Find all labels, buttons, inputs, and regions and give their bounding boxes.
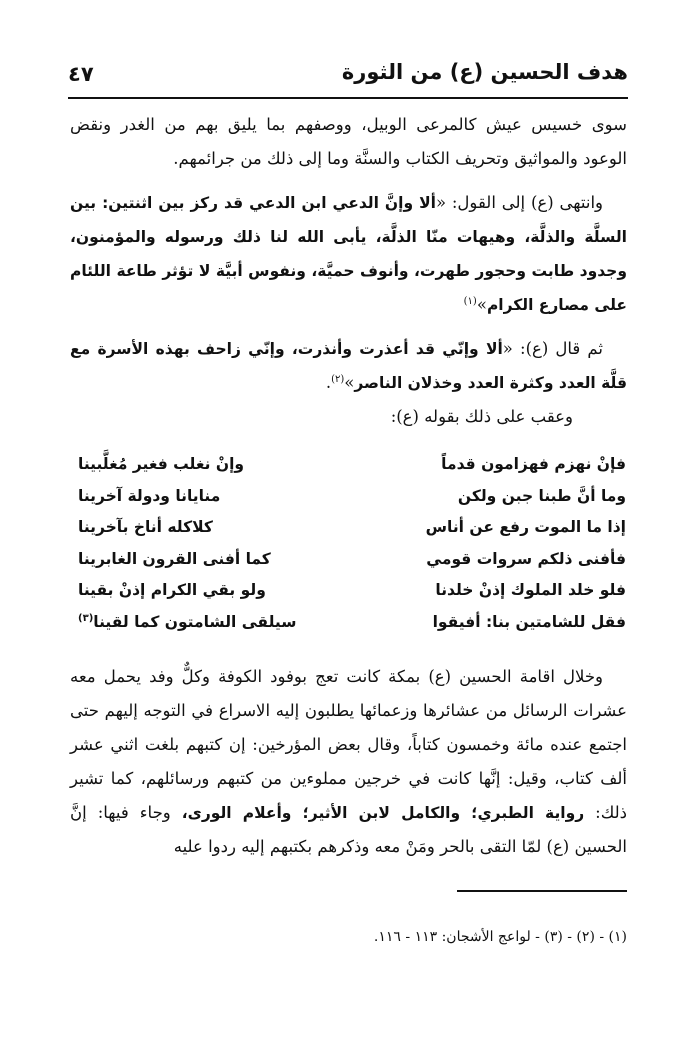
verse-second-hemistich bbox=[78, 607, 377, 639]
quote-2: ألا وإنّي قد أعذرت وأنذرت، وإنّي زاحف بهذه الأسرة مع قلَّة العدد وكثرة العدد وخذلان الناصر bbox=[70, 340, 627, 392]
paragraph-4 bbox=[70, 400, 627, 434]
running-title: هدف الحسين (ع) من الثورة bbox=[341, 60, 628, 84]
header-rule bbox=[68, 97, 628, 99]
verse-second-hemistich: ولو بقي الكرام إذنْ بقينا bbox=[78, 581, 266, 599]
verse-first-hemistich: فلو خلد الملوك إذنْ خلدنا bbox=[435, 581, 626, 599]
paragraph-5 bbox=[70, 660, 627, 864]
paragraph-1-text: سوى خسيس عيش كالمرعى الوبيل، ووصفهم بما يليق بهم من الغدر ونقض الوعود والمواثيق وتحريف الكتاب والسنَّة وما إلى ذلك من جرائمهم. bbox=[70, 115, 627, 168]
verse-first-hemistich: إذا ما الموت رفع عن أناس bbox=[425, 518, 626, 536]
paragraph-1 bbox=[70, 108, 627, 176]
poem-verse bbox=[78, 607, 626, 639]
quote-1-end: » bbox=[476, 295, 487, 314]
verse-second-hemistich: منايانا ودولة آخرينا bbox=[78, 486, 221, 505]
verse-second-hemistich: كما أفنى القرون الغابرينا bbox=[78, 549, 271, 568]
paragraph-4-text: وعقب على ذلك بقوله (ع): bbox=[390, 407, 573, 426]
paragraph-5-text-a: وخلال اقامة الحسين (ع) بمكة كانت تعج بوفود الكوفة وكلٌّ وفد يحمل معه عشرات الرسائل من عشائرها وزعمائها يطلبون إليه الاسراع في التوجه إليهم حتى اجتمع عنده مائة وخمسون كتاباً، وقال بعض المؤرخين: إن كتبهم بلغت اثني عشر ألف كتاب، وقيل: إنَّها كانت في خرجين مملوءين من كتبهم ورسائلهم، كما تشير ذلك: bbox=[70, 667, 627, 822]
paragraph-3 bbox=[70, 332, 627, 400]
page-number: ٤٧ bbox=[68, 62, 94, 86]
paragraph-3-intro: ثم قال (ع): « bbox=[502, 339, 603, 358]
verse-second-hemistich: كلاكله أناخ بآخرينا bbox=[78, 518, 213, 536]
quote-2-end: » bbox=[344, 373, 355, 392]
poem-verse bbox=[78, 544, 626, 576]
sources-cited: رواية الطبري؛ والكامل لابن الأثير؛ وأعلام الورى، bbox=[181, 804, 585, 822]
footnote-ref-3: (٣) bbox=[78, 612, 94, 624]
quote-1: ألا وإنَّ الدعي ابن الدعي قد ركز بين اثنتين: بين السلَّة والذلَّة، وهيهات منّا الذلَّة، يأبى الله لنا ذلك ورسوله والمؤمنون، وجدود طابت وحجور طهرت، وأنوف حميَّة، ونفوس أبيَّة لا تؤثر طاعة اللئام على مصارع الكرام bbox=[70, 194, 627, 314]
poem-verse bbox=[78, 512, 626, 544]
verse-first-hemistich: فإنْ نهزم فهزامون قدماً bbox=[441, 455, 626, 473]
paragraph-5-text-b: وجاء فيها: إنَّ الحسين (ع) لمّا التقى بالحر ومَنْ معه وذكرهم بكتبهم إليه ردوا عليه bbox=[70, 803, 627, 856]
poem-verse bbox=[78, 449, 626, 481]
poem-verse bbox=[78, 575, 626, 607]
footnote-rule bbox=[457, 890, 627, 892]
poem-verse bbox=[78, 481, 626, 513]
footnote-ref-2: (٢) bbox=[331, 374, 345, 385]
verse-first-hemistich: فأفنى ذلكم سروات قومي bbox=[426, 549, 626, 568]
quote-2-tail: . bbox=[325, 373, 332, 392]
verse-first-hemistich: وما أنَّ طبنا جبن ولكن bbox=[457, 486, 626, 505]
page-header bbox=[68, 58, 628, 96]
verse-second-hemistich-text: سيلقى الشامتون كما لقينا bbox=[93, 612, 297, 631]
verse-second-hemistich: وإنْ نغلب فغير مُغلَّبينا bbox=[78, 455, 245, 473]
footnote-ref-1: (١) bbox=[463, 296, 477, 307]
verse-first-hemistich: فقل للشامتين بنا: أفيقوا bbox=[432, 612, 626, 631]
main-text-continued bbox=[70, 660, 627, 864]
paragraph-2 bbox=[70, 186, 627, 322]
paragraph-2-intro: وانتهى (ع) إلى القول: « bbox=[435, 193, 604, 212]
footnote: (١) - (٢) - (٣) - لواعج الأشجان: ١١٣ - ١١٦. bbox=[373, 929, 627, 945]
main-text bbox=[70, 108, 627, 434]
poem bbox=[78, 449, 626, 638]
